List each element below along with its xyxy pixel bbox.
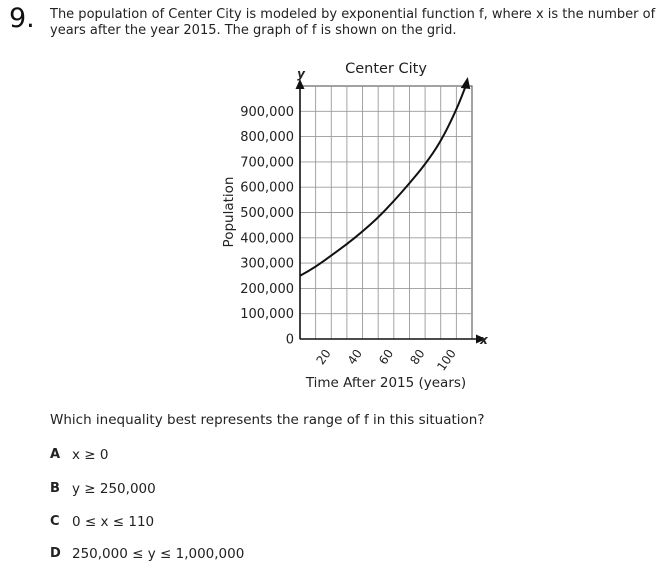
choice-d[interactable] [50, 545, 244, 563]
choice-d-letter: D [50, 546, 61, 561]
prompt-line-2: years after the year 2015. The graph of f is shown on the grid. [50, 23, 457, 38]
x-tick-label: 100 [434, 346, 459, 374]
choice-b-text: y ≥ 250,000 [72, 481, 156, 497]
x-tick-label: 60 [376, 346, 397, 368]
y-tick-label: 300,000 [240, 256, 294, 272]
y-tick-label: 0 [285, 332, 294, 348]
curve-arrow [461, 77, 471, 89]
prompt-line-1: The population of Center City is modeled by exponential function f, where x is the number of [50, 7, 656, 22]
x-axis-letter: x [480, 333, 488, 347]
y-tick-label: 400,000 [240, 231, 294, 247]
choice-a-letter: A [50, 447, 61, 462]
y-tick-label: 500,000 [240, 206, 294, 221]
question-number: 9. [9, 3, 35, 34]
y-axis-letter: y [297, 67, 305, 81]
choice-a[interactable] [50, 446, 108, 464]
choice-c-letter: C [50, 514, 60, 529]
choice-c-text: 0 ≤ x ≤ 110 [72, 514, 155, 530]
choice-c[interactable] [50, 513, 154, 531]
x-tick-label: 80 [407, 346, 428, 368]
choice-d-text: 250,000 ≤ y ≤ 1,000,000 [72, 546, 245, 562]
x-tick-label: 40 [344, 346, 366, 368]
y-tick-label: 900,000 [240, 104, 294, 120]
y-tick-label: 200,000 [240, 281, 294, 297]
y-tick-label: 600,000 [240, 180, 294, 196]
x-tick-label: 20 [313, 346, 334, 368]
question-ask: Which inequality best represents the range of f in this situation? [50, 412, 485, 428]
y-tick-label: 800,000 [240, 130, 294, 146]
y-tick-label: 700,000 [240, 155, 294, 171]
choice-b[interactable] [50, 480, 156, 498]
y-tick-label: 100,000 [240, 307, 294, 323]
y-axis-label: Population [221, 176, 237, 248]
choice-a-text: x ≥ 0 [72, 447, 109, 463]
x-axis-label: Time After 2015 (years) [305, 375, 467, 391]
chart-title: Center City [345, 61, 427, 77]
choice-b-letter: B [50, 481, 60, 496]
